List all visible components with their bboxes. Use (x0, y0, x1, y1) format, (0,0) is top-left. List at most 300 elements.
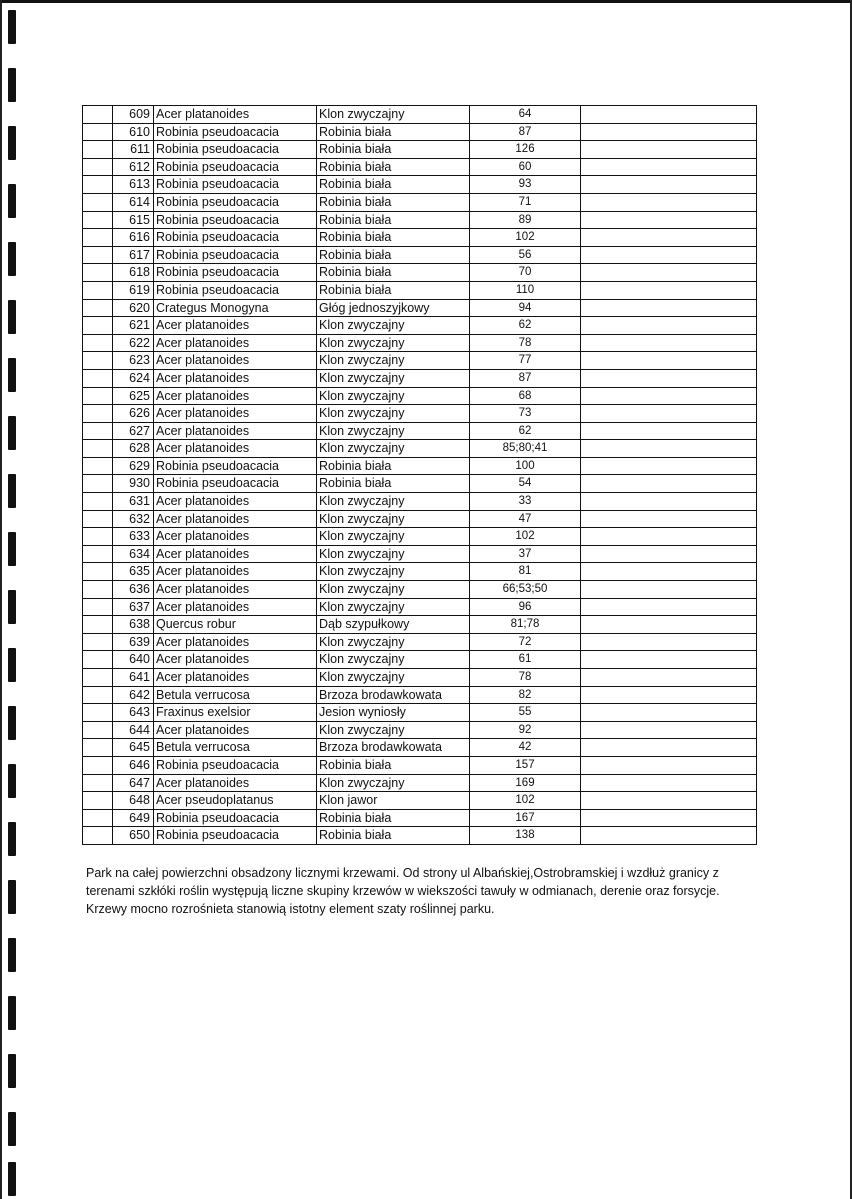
cell-circumference: 70 (470, 264, 581, 282)
cell-number: 636 (113, 581, 154, 599)
table-row (83, 563, 757, 581)
cell-notes (581, 211, 757, 229)
cell-polish-name: Robinia biała (317, 809, 470, 827)
cell-blank (83, 281, 113, 299)
cell-notes (581, 633, 757, 651)
table-row (83, 809, 757, 827)
cell-polish-name: Klon zwyczajny (317, 352, 470, 370)
cell-blank (83, 334, 113, 352)
cell-blank (83, 598, 113, 616)
cell-blank (83, 792, 113, 810)
cell-polish-name: Głóg jednoszyjkowy (317, 299, 470, 317)
cell-number: 612 (113, 158, 154, 176)
cell-latin-name: Acer platanoides (154, 633, 317, 651)
table-row (83, 545, 757, 563)
table-row (83, 686, 757, 704)
table-row (83, 369, 757, 387)
binder-hole (8, 880, 16, 914)
table-row (83, 299, 757, 317)
cell-number: 622 (113, 334, 154, 352)
cell-circumference: 64 (470, 106, 581, 124)
table-row (83, 581, 757, 599)
cell-latin-name: Acer platanoides (154, 422, 317, 440)
cell-polish-name: Klon jawor (317, 792, 470, 810)
cell-notes (581, 299, 757, 317)
cell-circumference: 110 (470, 281, 581, 299)
cell-blank (83, 299, 113, 317)
cell-circumference: 102 (470, 528, 581, 546)
cell-notes (581, 756, 757, 774)
cell-number: 638 (113, 616, 154, 634)
cell-circumference: 81;78 (470, 616, 581, 634)
cell-blank (83, 193, 113, 211)
cell-circumference: 62 (470, 317, 581, 335)
table-row (83, 669, 757, 687)
cell-circumference: 138 (470, 827, 581, 845)
cell-latin-name: Robinia pseudoacacia (154, 756, 317, 774)
cell-blank (83, 545, 113, 563)
cell-notes (581, 739, 757, 757)
binder-hole (8, 1112, 16, 1146)
cell-number: 633 (113, 528, 154, 546)
cell-polish-name: Robinia biała (317, 475, 470, 493)
cell-circumference: 169 (470, 774, 581, 792)
cell-number: 641 (113, 669, 154, 687)
cell-number: 627 (113, 422, 154, 440)
cell-latin-name: Robinia pseudoacacia (154, 246, 317, 264)
cell-notes (581, 229, 757, 247)
cell-number: 624 (113, 369, 154, 387)
cell-latin-name: Crategus Monogyna (154, 299, 317, 317)
cell-circumference: 102 (470, 792, 581, 810)
table-row (83, 211, 757, 229)
cell-number: 631 (113, 493, 154, 511)
cell-latin-name: Acer platanoides (154, 405, 317, 423)
cell-number: 639 (113, 633, 154, 651)
cell-notes (581, 704, 757, 722)
cell-notes (581, 475, 757, 493)
cell-polish-name: Robinia biała (317, 176, 470, 194)
cell-circumference: 157 (470, 756, 581, 774)
cell-notes (581, 721, 757, 739)
cell-number: 621 (113, 317, 154, 335)
cell-circumference: 77 (470, 352, 581, 370)
cell-polish-name: Robinia biała (317, 141, 470, 159)
cell-notes (581, 774, 757, 792)
cell-polish-name: Klon zwyczajny (317, 651, 470, 669)
cell-notes (581, 809, 757, 827)
cell-number: 615 (113, 211, 154, 229)
cell-circumference: 167 (470, 809, 581, 827)
cell-latin-name: Betula verrucosa (154, 739, 317, 757)
table-row (83, 633, 757, 651)
binder-hole (8, 416, 16, 450)
table-row (83, 510, 757, 528)
cell-latin-name: Acer platanoides (154, 721, 317, 739)
table-row (83, 440, 757, 458)
cell-number: 614 (113, 193, 154, 211)
cell-latin-name: Robinia pseudoacacia (154, 141, 317, 159)
cell-notes (581, 246, 757, 264)
cell-circumference: 85;80;41 (470, 440, 581, 458)
cell-latin-name: Acer pseudoplatanus (154, 792, 317, 810)
table-row (83, 193, 757, 211)
cell-latin-name: Acer platanoides (154, 369, 317, 387)
cell-blank (83, 457, 113, 475)
table-row (83, 246, 757, 264)
cell-notes (581, 686, 757, 704)
cell-circumference: 61 (470, 651, 581, 669)
cell-latin-name: Robinia pseudoacacia (154, 158, 317, 176)
cell-number: 613 (113, 176, 154, 194)
cell-polish-name: Klon zwyczajny (317, 405, 470, 423)
cell-notes (581, 193, 757, 211)
note-line-2: terenami szkłóki roślin występują liczne skupiny krzewów w wiekszości tawuły w odmianach, derenie oraz forsycje. (86, 884, 720, 898)
cell-circumference: 42 (470, 739, 581, 757)
cell-polish-name: Robinia biała (317, 193, 470, 211)
cell-blank (83, 827, 113, 845)
cell-latin-name: Fraxinus exelsior (154, 704, 317, 722)
cell-polish-name: Klon zwyczajny (317, 721, 470, 739)
cell-notes (581, 281, 757, 299)
cell-notes (581, 264, 757, 282)
cell-circumference: 96 (470, 598, 581, 616)
cell-number: 648 (113, 792, 154, 810)
cell-circumference: 33 (470, 493, 581, 511)
cell-blank (83, 176, 113, 194)
cell-notes (581, 106, 757, 124)
cell-circumference: 73 (470, 405, 581, 423)
table-row (83, 106, 757, 124)
cell-blank (83, 422, 113, 440)
cell-latin-name: Betula verrucosa (154, 686, 317, 704)
cell-circumference: 62 (470, 422, 581, 440)
table-row (83, 281, 757, 299)
cell-blank (83, 563, 113, 581)
cell-blank (83, 123, 113, 141)
cell-blank (83, 633, 113, 651)
scan-left-edge (0, 0, 2, 1199)
table-row (83, 651, 757, 669)
note-line-3: Krzewy mocno rozrośnieta stanowią istotny element szaty roślinnej parku. (86, 902, 495, 916)
cell-latin-name: Robinia pseudoacacia (154, 211, 317, 229)
cell-number: 625 (113, 387, 154, 405)
tree-inventory-table (82, 105, 757, 845)
cell-polish-name: Klon zwyczajny (317, 106, 470, 124)
cell-circumference: 87 (470, 369, 581, 387)
binder-hole (8, 474, 16, 508)
cell-number: 617 (113, 246, 154, 264)
cell-polish-name: Dąb szypułkowy (317, 616, 470, 634)
cell-notes (581, 545, 757, 563)
cell-notes (581, 141, 757, 159)
cell-number: 640 (113, 651, 154, 669)
cell-number: 623 (113, 352, 154, 370)
cell-notes (581, 440, 757, 458)
cell-blank (83, 229, 113, 247)
binder-hole (8, 242, 16, 276)
cell-circumference: 66;53;50 (470, 581, 581, 599)
table-row (83, 598, 757, 616)
cell-polish-name: Brzoza brodawkowata (317, 686, 470, 704)
table-row (83, 422, 757, 440)
table-row (83, 457, 757, 475)
cell-circumference: 78 (470, 334, 581, 352)
table-row (83, 616, 757, 634)
cell-latin-name: Robinia pseudoacacia (154, 827, 317, 845)
cell-number: 637 (113, 598, 154, 616)
cell-blank (83, 106, 113, 124)
table-row (83, 334, 757, 352)
cell-polish-name: Klon zwyczajny (317, 774, 470, 792)
table-row (83, 176, 757, 194)
cell-circumference: 100 (470, 457, 581, 475)
cell-blank (83, 528, 113, 546)
binder-hole (8, 184, 16, 218)
cell-notes (581, 669, 757, 687)
cell-number: 609 (113, 106, 154, 124)
cell-blank (83, 387, 113, 405)
cell-latin-name: Robinia pseudoacacia (154, 281, 317, 299)
cell-circumference: 102 (470, 229, 581, 247)
cell-number: 634 (113, 545, 154, 563)
cell-circumference: 60 (470, 158, 581, 176)
cell-latin-name: Robinia pseudoacacia (154, 457, 317, 475)
cell-number: 610 (113, 123, 154, 141)
cell-blank (83, 264, 113, 282)
binder-hole (8, 532, 16, 566)
cell-blank (83, 774, 113, 792)
table-row (83, 774, 757, 792)
cell-blank (83, 475, 113, 493)
cell-blank (83, 686, 113, 704)
cell-circumference: 55 (470, 704, 581, 722)
binder-hole (8, 1054, 16, 1088)
cell-notes (581, 176, 757, 194)
cell-polish-name: Klon zwyczajny (317, 581, 470, 599)
cell-polish-name: Klon zwyczajny (317, 528, 470, 546)
table-row (83, 264, 757, 282)
cell-polish-name: Klon zwyczajny (317, 387, 470, 405)
shrub-note (86, 864, 758, 918)
cell-latin-name: Acer platanoides (154, 352, 317, 370)
table-row (83, 387, 757, 405)
table-row (83, 792, 757, 810)
cell-polish-name: Klon zwyczajny (317, 317, 470, 335)
cell-notes (581, 405, 757, 423)
cell-number: 647 (113, 774, 154, 792)
cell-polish-name: Robinia biała (317, 158, 470, 176)
binder-hole (8, 1162, 16, 1196)
cell-notes (581, 158, 757, 176)
cell-circumference: 94 (470, 299, 581, 317)
cell-latin-name: Robinia pseudoacacia (154, 123, 317, 141)
binder-hole (8, 10, 16, 44)
cell-blank (83, 510, 113, 528)
cell-notes (581, 528, 757, 546)
cell-polish-name: Robinia biała (317, 246, 470, 264)
cell-polish-name: Klon zwyczajny (317, 669, 470, 687)
cell-blank (83, 317, 113, 335)
cell-latin-name: Acer platanoides (154, 440, 317, 458)
cell-circumference: 37 (470, 545, 581, 563)
cell-polish-name: Jesion wyniosły (317, 704, 470, 722)
table-body (83, 106, 757, 845)
table-row (83, 352, 757, 370)
cell-polish-name: Robinia biała (317, 281, 470, 299)
note-line-1: Park na całej powierzchni obsadzony licznymi krzewami. Od strony ul Albańskiej,Ostrobramskiej i wzdłuż granicy z (86, 866, 719, 880)
cell-notes (581, 616, 757, 634)
cell-latin-name: Robinia pseudoacacia (154, 229, 317, 247)
cell-latin-name: Acer platanoides (154, 493, 317, 511)
cell-number: 649 (113, 809, 154, 827)
cell-number: 646 (113, 756, 154, 774)
cell-number: 611 (113, 141, 154, 159)
binder-holes (6, 0, 20, 1199)
cell-latin-name: Acer platanoides (154, 669, 317, 687)
table-row (83, 123, 757, 141)
table-row (83, 756, 757, 774)
cell-latin-name: Robinia pseudoacacia (154, 475, 317, 493)
cell-blank (83, 211, 113, 229)
cell-number: 620 (113, 299, 154, 317)
binder-hole (8, 358, 16, 392)
binder-hole (8, 68, 16, 102)
table-row (83, 141, 757, 159)
cell-number: 644 (113, 721, 154, 739)
cell-circumference: 93 (470, 176, 581, 194)
cell-latin-name: Acer platanoides (154, 581, 317, 599)
cell-polish-name: Klon zwyczajny (317, 422, 470, 440)
cell-polish-name: Klon zwyczajny (317, 493, 470, 511)
cell-blank (83, 440, 113, 458)
table-row (83, 827, 757, 845)
cell-polish-name: Brzoza brodawkowata (317, 739, 470, 757)
table-row (83, 229, 757, 247)
cell-circumference: 81 (470, 563, 581, 581)
cell-polish-name: Robinia biała (317, 264, 470, 282)
cell-notes (581, 422, 757, 440)
cell-latin-name: Acer platanoides (154, 106, 317, 124)
cell-latin-name: Robinia pseudoacacia (154, 193, 317, 211)
cell-blank (83, 158, 113, 176)
binder-hole (8, 764, 16, 798)
cell-number: 643 (113, 704, 154, 722)
cell-notes (581, 123, 757, 141)
table-row (83, 721, 757, 739)
cell-notes (581, 792, 757, 810)
cell-polish-name: Klon zwyczajny (317, 369, 470, 387)
cell-blank (83, 369, 113, 387)
cell-latin-name: Acer platanoides (154, 598, 317, 616)
cell-latin-name: Acer platanoides (154, 774, 317, 792)
cell-blank (83, 141, 113, 159)
cell-latin-name: Robinia pseudoacacia (154, 809, 317, 827)
cell-circumference: 126 (470, 141, 581, 159)
cell-polish-name: Robinia biała (317, 211, 470, 229)
cell-latin-name: Robinia pseudoacacia (154, 176, 317, 194)
cell-latin-name: Acer platanoides (154, 510, 317, 528)
cell-blank (83, 704, 113, 722)
table-row (83, 493, 757, 511)
cell-notes (581, 352, 757, 370)
cell-polish-name: Klon zwyczajny (317, 563, 470, 581)
cell-notes (581, 334, 757, 352)
cell-circumference: 71 (470, 193, 581, 211)
cell-circumference: 87 (470, 123, 581, 141)
table-row (83, 739, 757, 757)
cell-polish-name: Klon zwyczajny (317, 510, 470, 528)
cell-polish-name: Klon zwyczajny (317, 598, 470, 616)
cell-blank (83, 809, 113, 827)
cell-polish-name: Robinia biała (317, 123, 470, 141)
cell-latin-name: Acer platanoides (154, 334, 317, 352)
cell-blank (83, 246, 113, 264)
binder-hole (8, 300, 16, 334)
cell-number: 645 (113, 739, 154, 757)
cell-polish-name: Robinia biała (317, 229, 470, 247)
cell-circumference: 72 (470, 633, 581, 651)
cell-polish-name: Robinia biała (317, 457, 470, 475)
table-row (83, 704, 757, 722)
table-row (83, 158, 757, 176)
binder-hole (8, 706, 16, 740)
cell-circumference: 89 (470, 211, 581, 229)
cell-circumference: 68 (470, 387, 581, 405)
cell-polish-name: Klon zwyczajny (317, 440, 470, 458)
cell-blank (83, 616, 113, 634)
cell-latin-name: Acer platanoides (154, 545, 317, 563)
table-row (83, 405, 757, 423)
cell-notes (581, 317, 757, 335)
cell-number: 642 (113, 686, 154, 704)
cell-latin-name: Quercus robur (154, 616, 317, 634)
cell-notes (581, 457, 757, 475)
cell-circumference: 92 (470, 721, 581, 739)
binder-hole (8, 996, 16, 1030)
cell-latin-name: Robinia pseudoacacia (154, 264, 317, 282)
cell-notes (581, 581, 757, 599)
cell-notes (581, 563, 757, 581)
cell-blank (83, 581, 113, 599)
table-row (83, 528, 757, 546)
cell-number: 619 (113, 281, 154, 299)
cell-number: 650 (113, 827, 154, 845)
scan-top-edge (0, 0, 852, 3)
cell-number: 629 (113, 457, 154, 475)
cell-blank (83, 405, 113, 423)
binder-hole (8, 590, 16, 624)
cell-number: 626 (113, 405, 154, 423)
cell-circumference: 82 (470, 686, 581, 704)
cell-blank (83, 669, 113, 687)
cell-circumference: 56 (470, 246, 581, 264)
cell-latin-name: Acer platanoides (154, 387, 317, 405)
cell-notes (581, 510, 757, 528)
cell-latin-name: Acer platanoides (154, 317, 317, 335)
cell-notes (581, 369, 757, 387)
cell-polish-name: Robinia biała (317, 756, 470, 774)
cell-notes (581, 651, 757, 669)
table-row (83, 317, 757, 335)
cell-blank (83, 493, 113, 511)
cell-circumference: 47 (470, 510, 581, 528)
cell-notes (581, 598, 757, 616)
cell-notes (581, 827, 757, 845)
table-row (83, 475, 757, 493)
cell-latin-name: Acer platanoides (154, 528, 317, 546)
binder-hole (8, 822, 16, 856)
